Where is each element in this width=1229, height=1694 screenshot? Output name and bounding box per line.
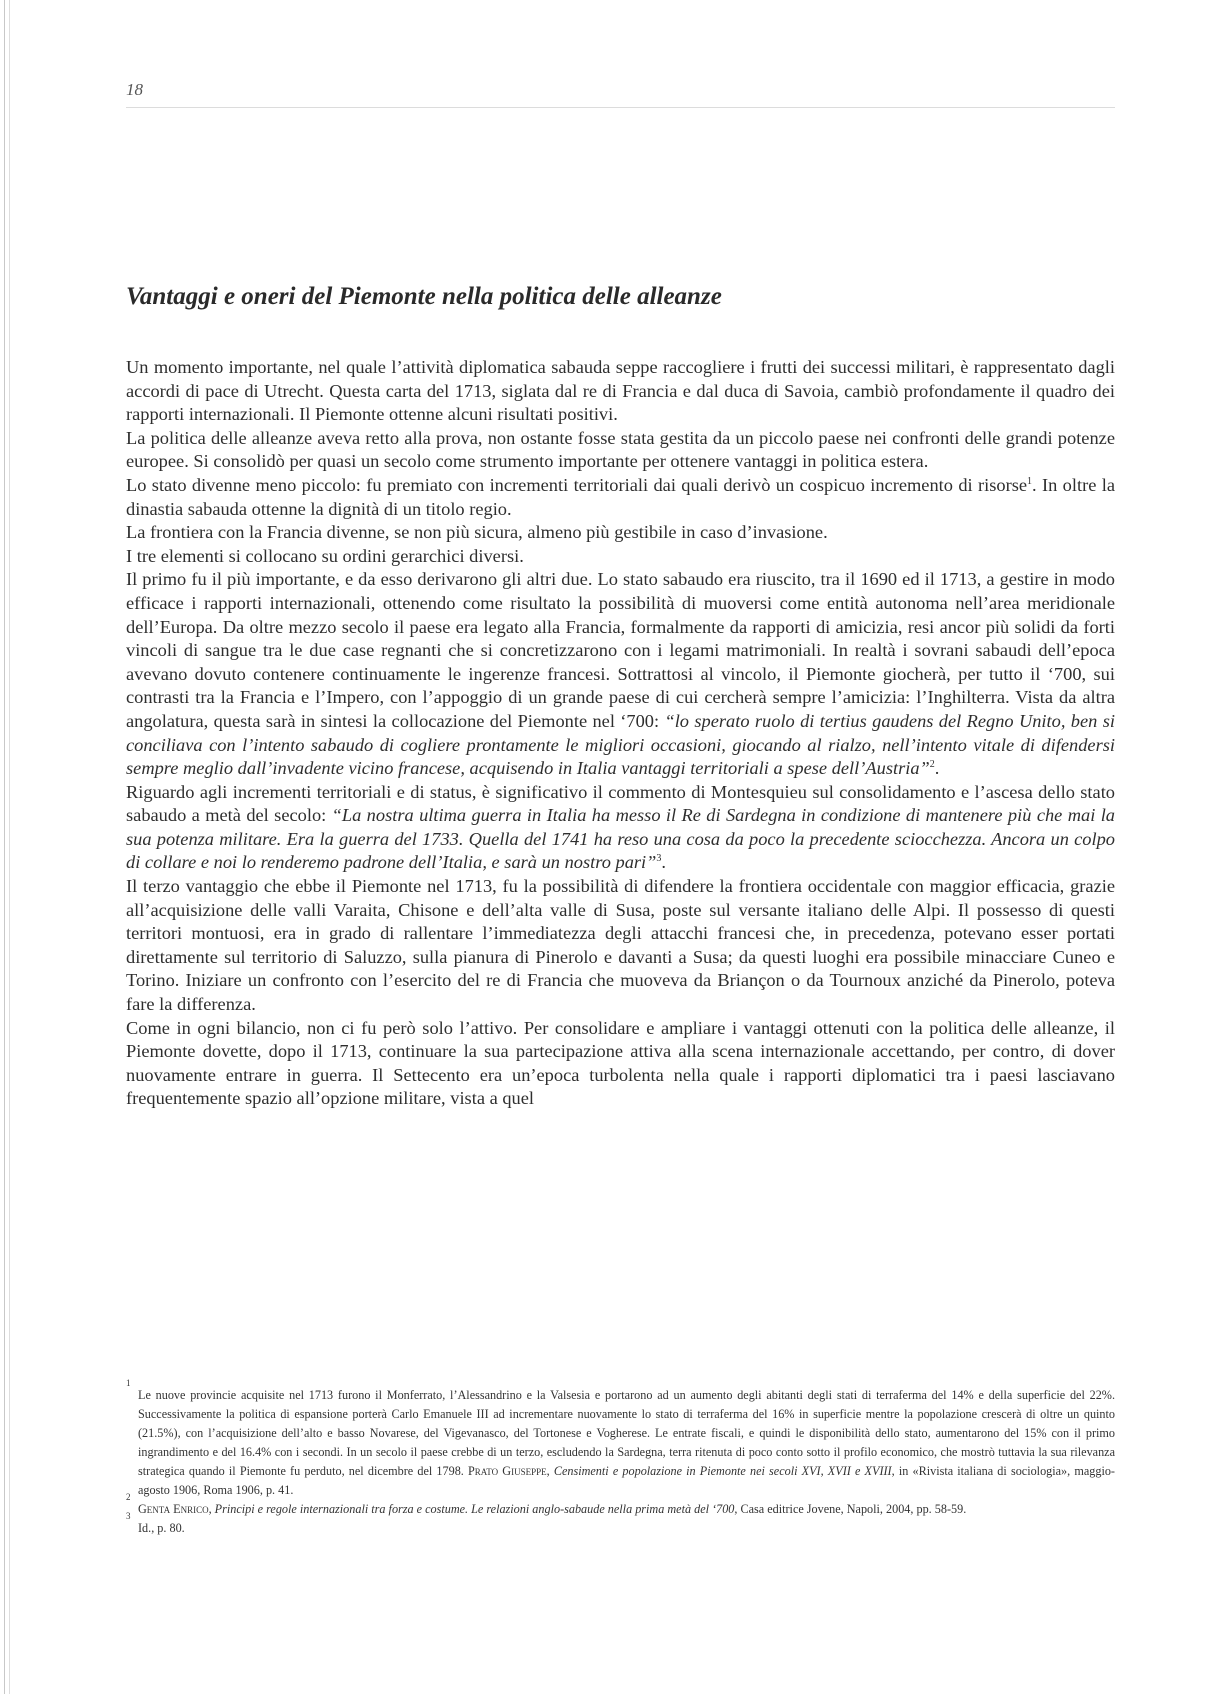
paragraph-text: . In oltre la dinastia sabauda ottenne la dignità di un titolo regio. (126, 474, 1115, 519)
paragraph-text: La politica delle alleanze aveva retto alla prova, non ostante fosse stata gestita da un piccolo paese nei confronti delle grandi potenze europee. Si consolidò per quasi un secolo come strumento importante per ottenere vantaggi in politica estera. (126, 427, 1115, 472)
footnote-reference-details: , Casa editrice Jovene, Napoli, 2004, pp. 58-59. (734, 1502, 967, 1516)
footnote-work-title: Censimenti e popolazione in Piemonte nei secoli XVI, XVII e XVIII (553, 1464, 892, 1478)
paragraph-text: Un momento importante, nel quale l’attività diplomatica sabauda seppe raccogliere i frutti dei successi militari, è rappresentato dagli accordi di pace di Utrecht. Questa carta del 1713, siglata dal re di Francia e dal duca di Savoia, cambiò profondamente il quadro dei rapporti internazionali. Il Piemonte ottenne alcuni risultati positivi. (126, 357, 1115, 425)
paragraph (126, 427, 1115, 474)
footnote: 1 Le nuove provincie acquisite nel 1713 furono il Monferrato, l’Alessandrino e la Valsesia e portarono ad un aumento degli abitanti degli stati di terraferma del 14% e della superficie del 22%. Successivamente la politica di espansione porterà Carlo Emanuele III ad incrementare nuovamente lo stato di terraferma del 16% in superficie mentre la popolazione crescerà di oltre un quinto (21.5%), con l’acquisizione dell’alto e basso Novarese, del Vigevanasco, del Tortonese e Vogherese. Le entrate fiscali, e quindi le disponibilità dello stato, aumentarono del 15% con il primo ingrandimento e del 16.4% con i secondi. In un secolo il paese crebbe di un terzo, escludendo la Sardegna, terra ritenuta di poco conto sotto il profilo economico, che mostrò tuttavia la sua rilevanza strategica quando il Piemonte fu perduto, nel dicembre del 1798. Prato Giuseppe, Censimenti e popolazione in Piemonte nei secoli XVI, XVII e XVIII, in «Rivista italiana di sociologia», maggio-agosto 1906, Roma 1906, p. 41. (126, 1378, 1115, 1497)
footnote-reference[interactable]: 3 (656, 853, 662, 865)
paragraph (126, 781, 1115, 875)
footnote-text: Id., p. 80. (138, 1521, 185, 1535)
paragraph-text: Come in ogni bilancio, non ci fu però solo l’attivo. Per consolidare e ampliare i vantaggi ottenuti con la politica delle alleanze, il Piemonte dovette, dopo il 1713, continuare la sua partecipazione attiva alla scena internazionale accettando, per contro, di dover nuovamente entrare in guerra. Il Settecento era un’epoca turbolenta nella quale i rapporti diplomatici tra i paesi lasciavano frequentemente spazio all’opzione militare, vista a quel (126, 1017, 1115, 1109)
footnote: 2 Genta Enrico, Principi e regole internazionali tra forza e costume. Le relazioni anglo-sabaude nella prima metà del ‘700, Casa editrice Jovene, Napoli, 2004, pp. 58-59. (126, 1492, 967, 1516)
footnote-reference[interactable]: 2 (929, 758, 935, 770)
footnote-text: Le nuove provincie acquisite nel 1713 furono il Monferrato, l’Alessandrino e la Valsesia e portarono ad un aumento degli abitanti degli stati di terraferma del 14% e della superficie del 22%. Successivamente la politica di espansione porterà Carlo Emanuele III ad incrementare nuovamente lo stato di terraferma del 16% in superficie mentre la popolazione crescerà di oltre un quinto (21.5%), con l’acquisizione dell’alto e basso Novarese, del Vigevanasco, del Tortonese e Vogherese. Le entrate fiscali, e quindi le disponibilità dello stato, aumentarono del 15% con il primo ingrandimento e del 16.4% con i secondi. In un secolo il paese crebbe di un terzo, escludendo la Sardegna, terra ritenuta di poco conto sotto il profilo economico, che mostrò tuttavia la sua rilevanza strategica quando il Piemonte fu perduto, nel dicembre del 1798. (138, 1388, 1115, 1478)
paragraph-text: Riguardo agli incrementi territoriali e di status, è significativo il commento di Montesquieu sul consolidamento e l’ascesa dello stato sabaudo a metà del secolo: (126, 781, 1115, 826)
paragraph (126, 545, 1115, 569)
footnotes (126, 1378, 1115, 1538)
scan-edge-line (9, 0, 10, 1694)
paragraph-text: . (934, 758, 940, 779)
page-number: 18 (126, 80, 143, 99)
footnote-separator: , (208, 1502, 215, 1516)
footnote-separator: , (546, 1464, 554, 1478)
footnote-reference[interactable]: 1 (1027, 475, 1033, 487)
footnote: 3 Id., p. 80. (126, 1511, 185, 1535)
paragraph (126, 474, 1115, 521)
paragraph (126, 875, 1115, 1017)
paragraph (126, 568, 1115, 780)
footnote-reference-details: , in «Rivista italiana di sociologia», maggio-agosto 1906, Roma 1906, p. 41. (138, 1464, 1115, 1497)
paragraph-text: Il terzo vantaggio che ebbe il Piemonte nel 1713, fu la possibilità di difendere la frontiera occidentale con maggior efficacia, grazie all’acquisizione delle valli Varaita, Chisone e dell’alta valle di Susa, poste sul versante italiano delle Alpi. Il possesso di questi territori montuosi, era in grado di rallentare l’immediatezza degli attacchi francesi che, in precedenza, potevano esser portati direttamente sul territorio di Saluzzo, sulla pianura di Pinerolo e davanti a Susa; da questi luoghi era possibile minacciare Cuneo e Torino. Iniziare un confronto con l’esercito del re di Francia che muoveva da Briançon o da Tournoux anziché da Pinerolo, poteva fare la differenza. (126, 876, 1115, 1015)
paragraph-text: . (661, 852, 666, 873)
paragraph-text: Il primo fu il più importante, e da esso derivarono gli altri due. Lo stato sabaudo era riuscito, tra il 1690 ed il 1713, a gestire in modo efficace i rapporti internazionali, ottenendo come risultato la possibilità di muoversi come entità autonoma nell’area meridionale dell’Europa. Da oltre mezzo secolo il paese era legato alla Francia, formalmente da rapporti di amicizia, resi ancor più solidi da forti vincoli di sangue tra le due case regnanti che si concretizzarono con i legami matrimoniali. In realtà i sovrani sabaudi dell’epoca avevano dovuto contenere continuamente le ingerenze francesi. Sottrattosi al vincolo, il Piemonte giocherà, per tutto il ‘700, sui contrasti tra la Francia e l’Impero, con l’appoggio di un grande paese di cui cercherà sempre l’amicizia: l’Inghilterra. Vista da altra angolatura, questa sarà in sintesi la collocazione del Piemonte nel ‘700: (126, 569, 1115, 731)
footnote-author: Prato Giuseppe (468, 1464, 547, 1478)
italic-quotation: “lo sperato ruolo di tertius gaudens del Regno Unito, ben si conciliava con l’intento sabaudo di cogliere prontamente le migliori occasioni, giocando al rialzo, nell’intento vitale di difendersi sempre meglio dall’invadente vicino francese, acquisendo in Italia vantaggi territoriali a spese dell’Austria” (126, 710, 1115, 779)
paragraph (126, 1017, 1115, 1111)
italic-quotation: “La nostra ultima guerra in Italia ha messo il Re di Sardegna in condizione di mantenere più che mai la sua potenza militare. Era la guerra del 1733. Quella del 1741 ha reso una cosa da poco la precedente sciocchezza. Ancora un colpo di collare e noi lo renderemo padrone dell’Italia, e sarà un nostro pari” (126, 805, 1115, 873)
section-title: Vantaggi e oneri del Piemonte nella politica delle alleanze (126, 283, 722, 310)
footnote-author: Genta Enrico (138, 1502, 209, 1516)
header-rule (126, 107, 1115, 108)
paragraph-text: La frontiera con la Francia divenne, se non più sicura, almeno più gestibile in caso d’invasione. (126, 522, 828, 543)
scan-edge-line (4, 0, 5, 1694)
paragraph-text: Lo stato divenne meno piccolo: fu premiato con incrementi territoriali dai quali derivò un cospicuo incremento di risorse (126, 474, 1028, 495)
body-text (126, 356, 1115, 1111)
paragraph-text: I tre elementi si collocano su ordini gerarchici diversi. (126, 545, 524, 566)
footnote-work-title: Principi e regole internazionali tra forza e costume. Le relazioni anglo-sabaude nella prima metà del ‘700 (214, 1502, 735, 1516)
paragraph (126, 521, 1115, 545)
paragraph (126, 356, 1115, 427)
